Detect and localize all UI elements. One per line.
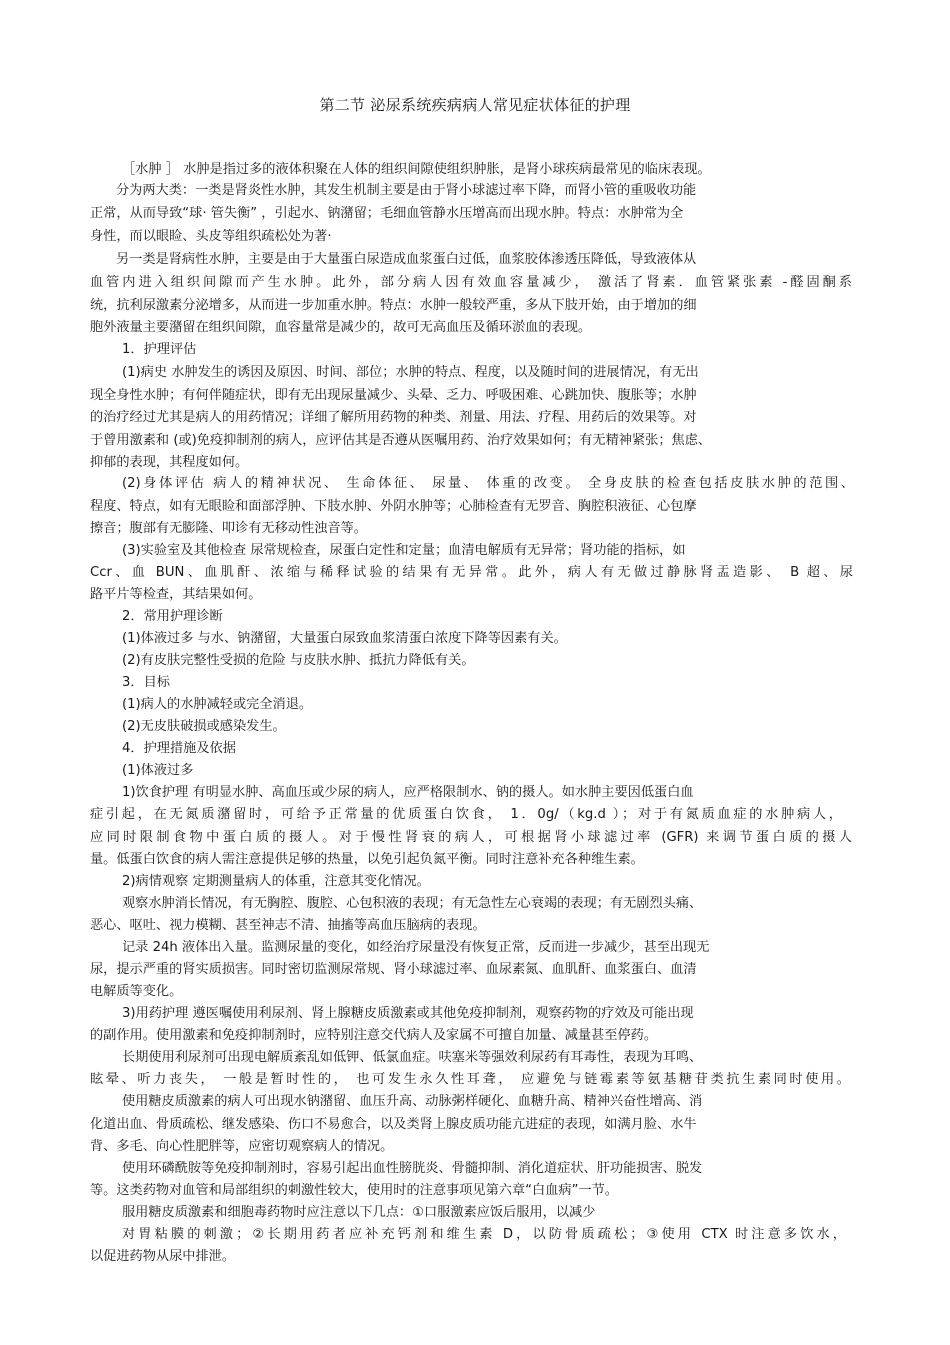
text-line: 症引起，在无氮质潴留时，可给予正常量的优质蛋白饮食， 1．0g/（kg.d ）；对于有氮质血症的水肿病人， (90, 807, 842, 822)
text-line: 路平片等检查，其结果如何。 (90, 587, 262, 602)
text-line: 现全身性水肿；有何伴随症状，即有无出现尿量减少、头晕、乏力、呼吸困难、心跳加快、腹胀等；水肿 (90, 388, 697, 403)
text-line: 以促进药物从尿中排泄。 (90, 1249, 236, 1264)
text-line: 服用糖皮质激素和细胞毒药物时应注意以下几点：①口服激素应饭后服用，以减少 (122, 1205, 596, 1220)
text-line: 观察水肿消长情况，有无胸腔、腹腔、心包积液的表现；有无急性左心衰竭的表现；有无剧烈头痛、 (122, 896, 703, 911)
text-line: 的治疗经过尤其是病人的用药情况；详细了解所用药物的种类、剂量、用法、疗程、用药后的效果等。对 (90, 410, 697, 425)
text-line: 背、多毛、向心性肥胖等，应密切观察病人的情况。 (90, 1139, 394, 1154)
text-line: 的副作用。使用激素和免疫抑制剂时，应特别注意交代病人及家属不可擅自加量、减量甚至停药。 (90, 1028, 658, 1043)
text-line: 电解质等变化。 (90, 984, 183, 999)
section-title: 第二节 泌尿系统疾病病人常见症状体征的护理 (319, 96, 631, 114)
text-line: 3．目标 (122, 675, 170, 690)
text-line: 等。这类药物对血管和局部组织的刺激性较大，使用时的注意事项见第六章“白血病”一节。 (90, 1183, 618, 1198)
text-line: 于曾用激素和 (或)免疫抑制剂的病人，应评估其是否遵从医嘱用药、治疗效果如何；有无精神紧张；焦虑、 (90, 433, 712, 448)
text-line: 程度、特点，如有无眼睑和面部浮肿、下肢水肿、外阴水肿等；心肺检查有无罗音、胸腔积液征、心包摩 (90, 499, 697, 514)
text-line: 对胃粘膜的刺激；②长期用药者应补充钙剂和维生素 D，以防骨质疏松；③使用 CTX 时注意多饮水， (122, 1227, 846, 1242)
text-line: 应同时限制食物中蛋白质的摄人。对于慢性肾衰的病人，可根据肾小球滤过率 (GFR) 来调节蛋白质的摄人 (90, 830, 852, 845)
text-line: ［水肿 ］ 水肿是指过多的液体积聚在人体的组织间隙使组织肿胀，是肾小球疾病最常见的临床表现。 (122, 162, 711, 177)
text-line: 记录 24h 液体出入量。监测尿量的变化，如经治疗尿量没有恢复正常，反而进一步减少，甚至出现无 (122, 940, 710, 955)
text-line: 擦音；腹部有无膨隆、叩诊有无移动性浊音等。 (90, 521, 367, 536)
text-line: 恶心、呕吐、视力模糊、甚至神志不清、抽搐等高血压脑病的表现。 (90, 918, 486, 933)
text-line: 眩晕、听力丧失， 一般是暂时性的， 也可发生永久性耳聋， 应避免与链霉素等氨基糖苷类抗生素同时使用。 (90, 1072, 850, 1087)
text-line: 血管内进入组织间隙而产生水肿。此外，部分病人因有效血容量减少， 激活了肾素．血管紧张素 -醛固酮系 (90, 275, 852, 290)
text-line: 使用糖皮质激素的病人可出现水钠潴留、血压升高、动脉粥样硬化、血糖升高、精神兴奋性增高、消 (122, 1094, 703, 1109)
text-line: 1)饮食护理 有明显水肿、高血压或少尿的病人，应严格限制水、钠的摄人。如水肿主要因低蛋白血 (122, 785, 694, 800)
text-line: 化道出血、骨质疏松、继发感染、伤口不易愈合，以及类肾上腺皮质功能亢进症的表现，如满月脸、水牛 (90, 1117, 697, 1132)
text-line: 统，抗利尿激素分泌增多，从而进一步加重水肿。特点：水肿一般较严重，多从下肢开始，由于增加的细 (90, 298, 697, 313)
text-line: 3)用药护理 遵医嘱使用利尿剂、肾上腺糖皮质激素或其他免疫抑制剂，观察药物的疗效及可能出现 (122, 1006, 694, 1021)
text-line: 使用环磷酰胺等免疫抑制剂时，容易引起出血性膀胱炎、骨髓抑制、消化道症状、肝功能损害、脱发 (122, 1161, 703, 1176)
text-line: 2．常用护理诊断 (122, 609, 223, 624)
text-line: (1)病史 水肿发生的诱因及原因、时间、部位；水肿的特点、程度，以及随时间的进展情况，有无出 (122, 365, 699, 380)
text-line: (2)身体评估 病人的精神状况、 生命体征、 尿量、 体重的改变。 全身皮肤的检查包括皮肤水肿的范围、 (122, 476, 854, 491)
text-line: (2)有皮肤完整性受损的危险 与皮肤水肿、抵抗力降低有关。 (122, 653, 475, 668)
text-line: 4．护理措施及依据 (122, 741, 236, 756)
text-line: 另一类是肾病性水肿，主要是由于大量蛋白尿造成血浆蛋白过低，血浆胶体渗透压降低，导致液体从 (116, 252, 697, 267)
text-line: 身性，而以眼睑、头皮等组织疏松处为著· (90, 229, 332, 244)
text-line: 正常，从而导致“球· 管失衡” ，引起水、钠潴留；毛细血管静水压增高而出现水肿。特点：水肿常为全 (90, 206, 684, 221)
text-line: (2)无皮肤破损或感染发生。 (122, 719, 286, 734)
text-line: 长期使用利尿剂可出现电解质紊乱如低钾、低氯血症。呋塞米等强效利尿药有耳毒性，表现为耳鸣、 (122, 1050, 703, 1065)
text-line: 抑郁的表现，其程度如何。 (90, 455, 249, 470)
text-line: (1)病人的水肿减轻或完全消退。 (122, 697, 313, 712)
text-line: 2)病情观察 定期测量病人的体重，注意其变化情况。 (122, 874, 430, 889)
text-line: 分为两大类：一类是肾炎性水肿，其发生机制主要是由于肾小球滤过率下降，而肾小管的重吸收功能 (116, 183, 697, 198)
text-line: (1)体液过多 (122, 763, 194, 778)
text-line: 量。低蛋白饮食的病人需注意提供足够的热量，以免引起负氮平衡。同时注意补充各种维生素。 (90, 852, 644, 867)
text-line: 尿，提示严重的肾实质损害。同时密切监测尿常规、肾小球滤过率、血尿素氮、血肌酐、血浆蛋白、血清 (90, 962, 697, 977)
text-line: (3)实验室及其他检查 尿常规检查，尿蛋白定性和定量；血清电解质有无异常；肾功能的指标，如 (122, 543, 686, 558)
text-line: 胞外液量主要潴留在组织间隙，血容量常是减少的，故可无高血压及循环淤血的表现。 (90, 320, 592, 335)
text-line: (1)体液过多 与水、钠潴留，大量蛋白尿致血浆清蛋白浓度下降等因素有关。 (122, 631, 567, 646)
text-line: Ccr、血 BUN、血肌酐、浓缩与稀释试验的结果有无异常。此外，病人有无做过静脉肾盂造影、 B 超、尿 (90, 565, 853, 580)
text-line: 1．护理评估 (122, 342, 197, 357)
